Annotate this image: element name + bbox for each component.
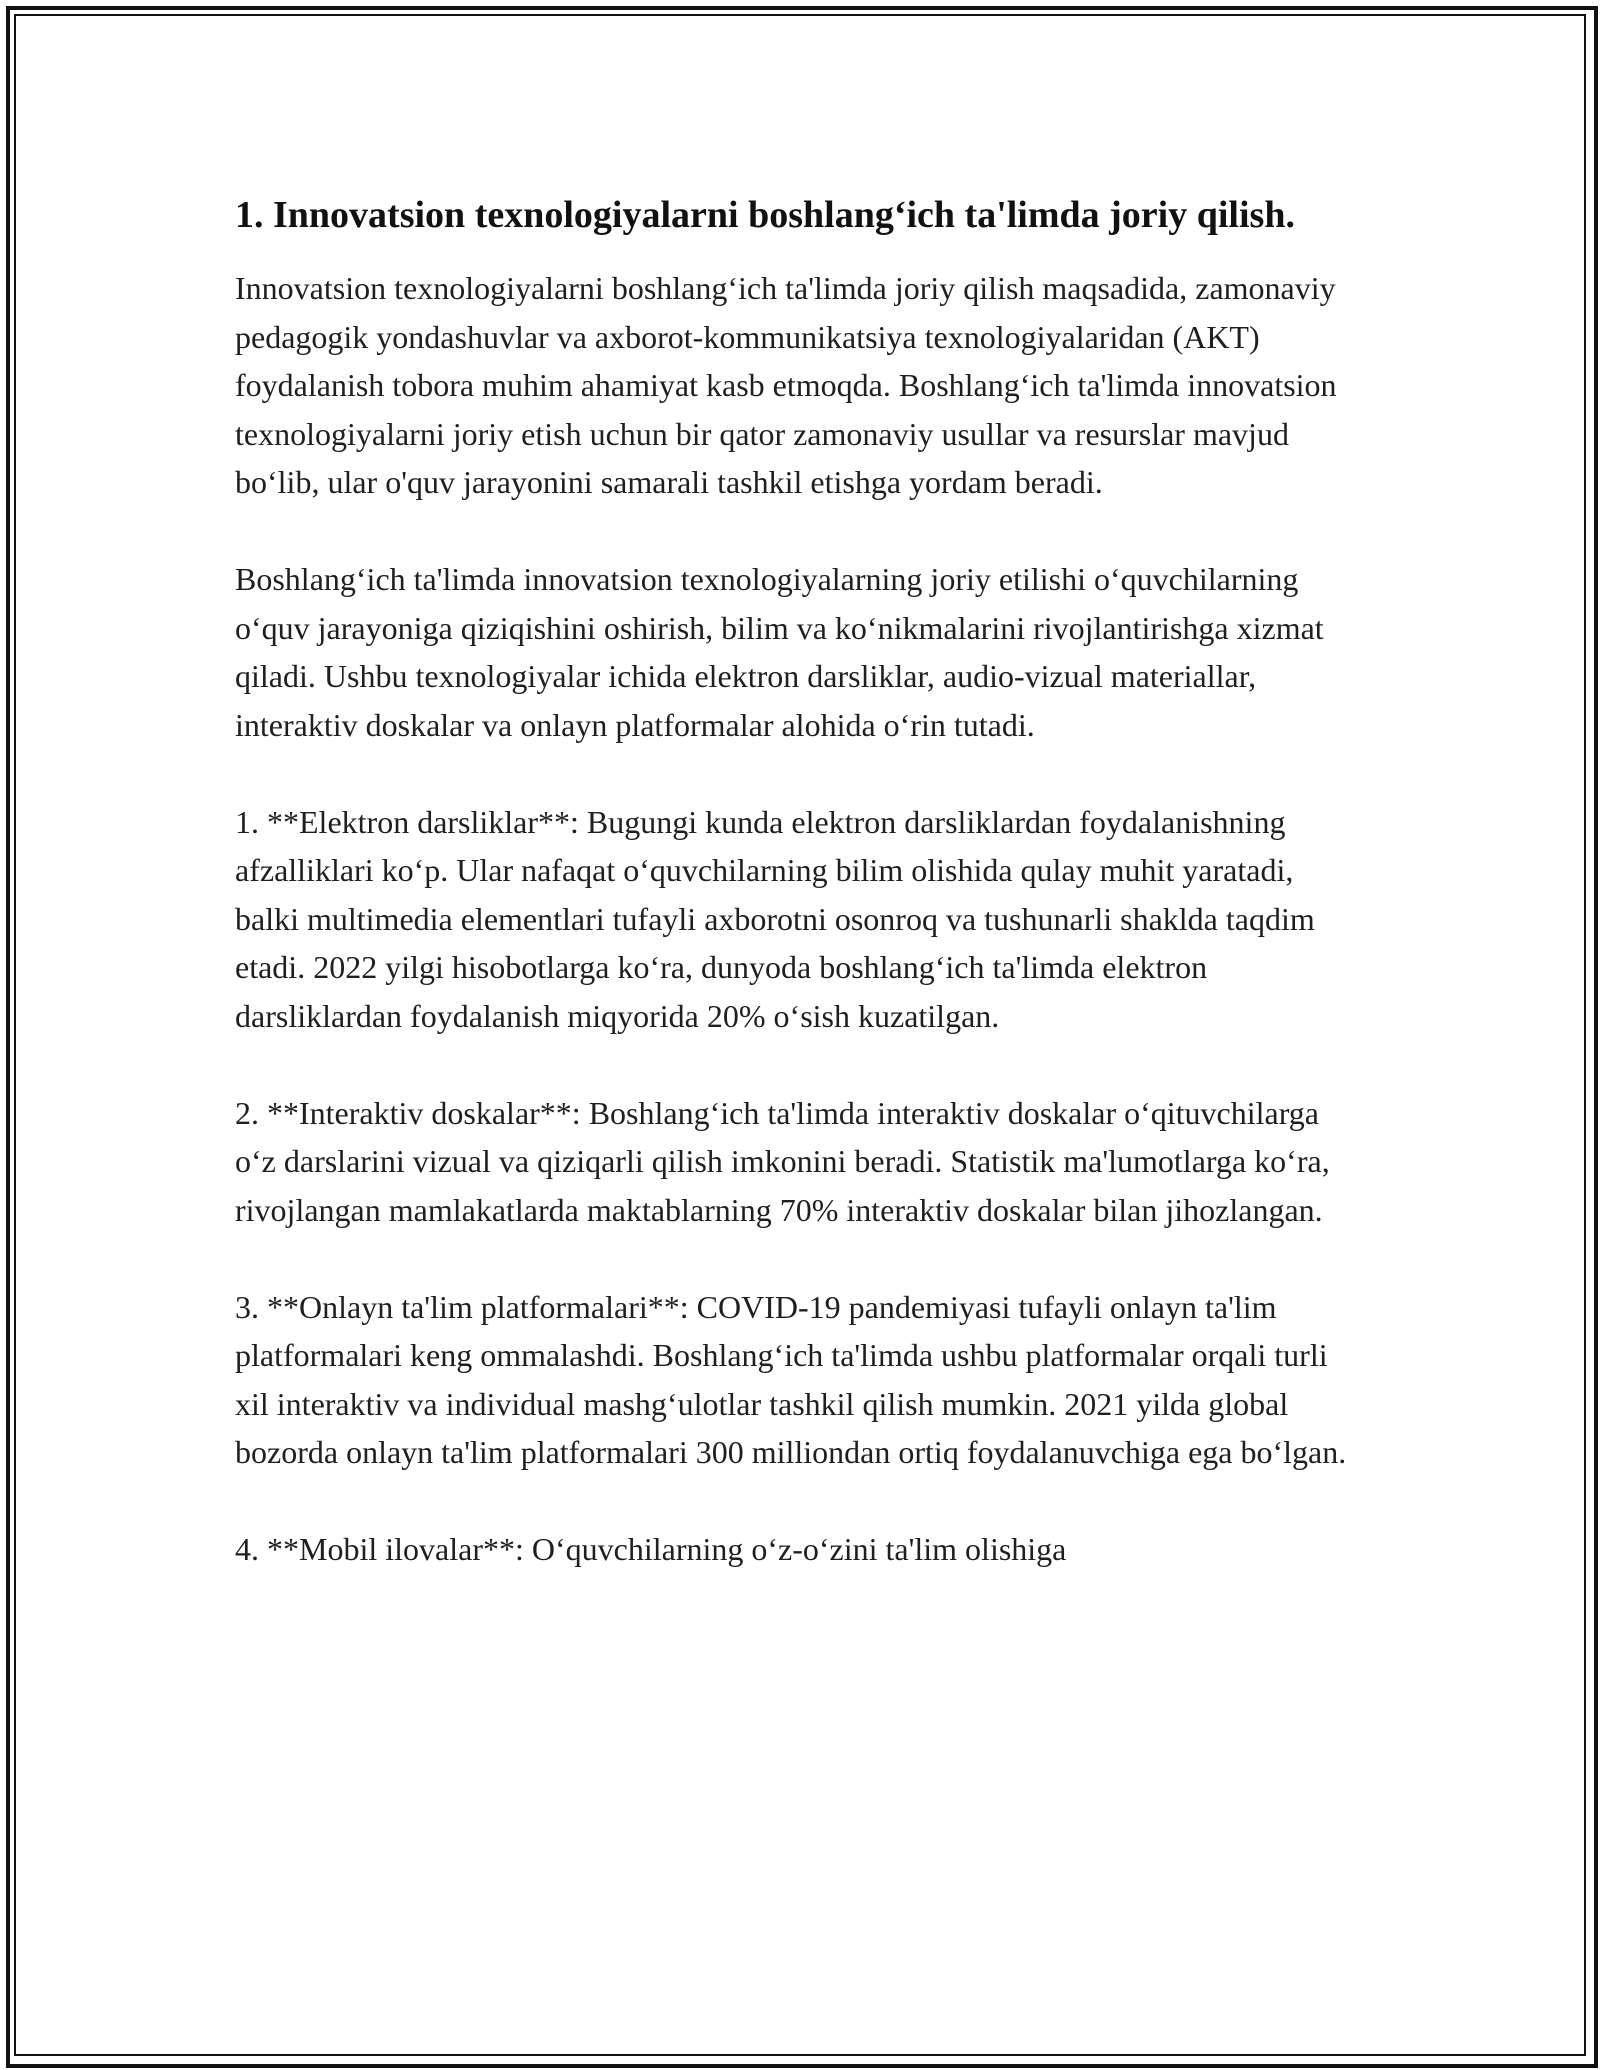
paragraph-mobile-apps: 4. **Mobil ilovalar**: O‘quvchilarning o‘z-o‘zini ta'lim olishiga <box>235 1531 1067 1567</box>
paragraph-online-platforms: 3. **Onlayn ta'lim platformalari**: COVID-19 pandemiyasi tufayli onlayn ta'lim platformalari keng ommalashdi. Boshlang‘ich ta'limda ushbu platformalar orqali turli xil interaktiv va individual mashg‘ulotlar tashkil qilish mumkin. 2021 yilda global bozorda onlayn ta'lim platformalari 300 milliondan ortiq foydalanuvchiga ega bo‘lgan. <box>235 1288 1347 1470</box>
paragraph-interactive-boards: 2. **Interaktiv doskalar**: Boshlang‘ich ta'limda interaktiv doskalar o‘qituvchilarga o‘z darslarini vizual va qiziqarli qilish imkonini beradi. Statistik ma'lumotlarga ko‘ra, rivojlangan mamlakatlarda maktablarning 70% interaktiv doskalar bilan jihozlangan. <box>235 1094 1330 1228</box>
document-body <box>235 188 1365 1622</box>
paragraph-overview: Boshlang‘ich ta'limda innovatsion texnologiyalarning joriy etilishi o‘quvchilarning o‘quv jarayoniga qiziqishini oshirish, bilim va ko‘nikmalarini rivojlantirishga xizmat qiladi. Ushbu texnologiyalar ichida elektron darsliklar, audio-vizual materiallar, interaktiv doskalar va onlayn platformalar alohida o‘rin tutadi. <box>235 561 1324 743</box>
paragraph-intro: Innovatsion texnologiyalarni boshlang‘ich ta'limda joriy qilish maqsadida, zamonaviy pedagogik yondashuvlar va axborot-kommunikatsiya texnologiyalaridan (AKT) foydalanish tobora muhim ahamiyat kasb etmoqda. Boshlang‘ich ta'limda innovatsion texnologiyalarni joriy etish uchun bir qator zamonaviy usullar va resurslar mavjud bo‘lib, ular o'quv jarayonini samarali tashkil etishga yordam beradi. <box>235 270 1337 500</box>
section-heading: 1. Innovatsion texnologiyalarni boshlang‘ich ta'limda joriy qilish. <box>235 194 1295 236</box>
paragraph-electronic-textbooks: 1. **Elektron darsliklar**: Bugungi kunda elektron darsliklardan foydalanishning afzalliklari ko‘p. Ular nafaqat o‘quvchilarning bilim olishida qulay muhit yaratadi, balki multimedia elementlari tufayli axborotni osonroq va tushunarli shaklda taqdim etadi. 2022 yilgi hisobotlarga ko‘ra, dunyoda boshlang‘ich ta'limda elektron darsliklardan foydalanish miqyorida 20% o‘sish kuzatilgan. <box>235 803 1315 1034</box>
